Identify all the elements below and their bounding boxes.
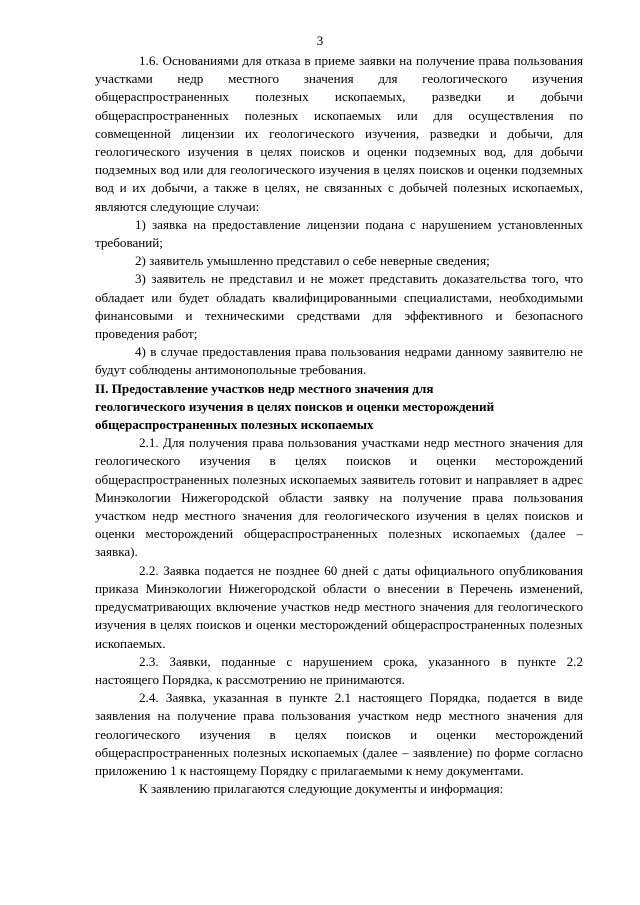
section-heading (95, 380, 583, 435)
page-number: 3 (316, 33, 324, 48)
section-heading-line-3: общераспространенных полезных ископаемых (95, 417, 374, 433)
document-body (95, 52, 583, 798)
list-item-1: 1) заявка на предоставление лицензии подана с нарушением установленных требований; (95, 216, 583, 251)
list-item-2: 2) заявитель умышленно представил о себе неверные сведения; (135, 253, 490, 269)
paragraph-1-6: 1.6. Основаниями для отказа в приеме заявки на получение права пользования участками недр местного значения для геологического изучения общераспространенных полезных ископаемых, разведки и добычи общераспространенных полезных ископаемых или для осуществления по совмещенной лицензии их геологического изучения, разведки и добычи, для геологического изучения в целях поисков и оценки подземных вод, для добычи подземных вод или для геологического изучения в целях поисков и оценки подземных вод и их добычи, а также в целях, не связанных с добычей полезных ископаемых, являются следующие случаи: (95, 53, 583, 214)
paragraph-2-1: 2.1. Для получения права пользования участками недр местного значения для геологического изучения в целях поисков и оценки месторождений общераспространенных полезных ископаемых заявитель готовит и направляет в адрес Минэкологии Нижегородской области заявку на получение права пользования участком недр местного значения для геологического изучения в целях поисков и оценки месторождений общераспространенных полезных ископаемых (далее – заявка). (95, 435, 583, 560)
section-heading-line-1: II. Предоставление участков недр местного значения для (95, 380, 434, 396)
list-item-4: 4) в случае предоставления права пользования недрами данному заявителю не будут соблюдены антимонопольные требования. (95, 344, 583, 378)
paragraph-2-3: 2.3. Заявки, поданные с нарушением срока, указанного в пункте 2.2 настоящего Порядка, к рассмотрению не принимаются. (95, 653, 583, 687)
list-item-3: 3) заявитель не представил и не может представить доказательства того, что обладает или будет обладать квалифицированными специалистами, необходимыми финансовыми и техническими средствами для эффективного и безопасного проведения работ; (95, 271, 583, 342)
paragraph-2-2: 2.2. Заявка подается не позднее 60 дней с даты официального опубликования приказа Минэкологии Нижегородской области о внесении в Перечень изменений, предусматривающих включение участков недр местного значения для геологического изучения в целях поисков и оценки месторождений общераспространенных полезных ископаемых. (95, 562, 583, 651)
section-heading-line-2: геологического изучения в целях поисков и оценки месторождений (95, 398, 495, 414)
paragraph-attachments-intro: К заявлению прилагаются следующие документы и информация: (139, 781, 504, 797)
paragraph-2-4: 2.4. Заявка, указанная в пункте 2.1 настоящего Порядка, подается в виде заявления на получение права пользования участком недр местного значения для геологического изучения в целях поисков и оценки месторождений общераспространенных полезных ископаемых (далее – заявление) по форме согласно приложению 1 к настоящему Порядку с прилагаемыми к нему документами. (95, 690, 583, 778)
